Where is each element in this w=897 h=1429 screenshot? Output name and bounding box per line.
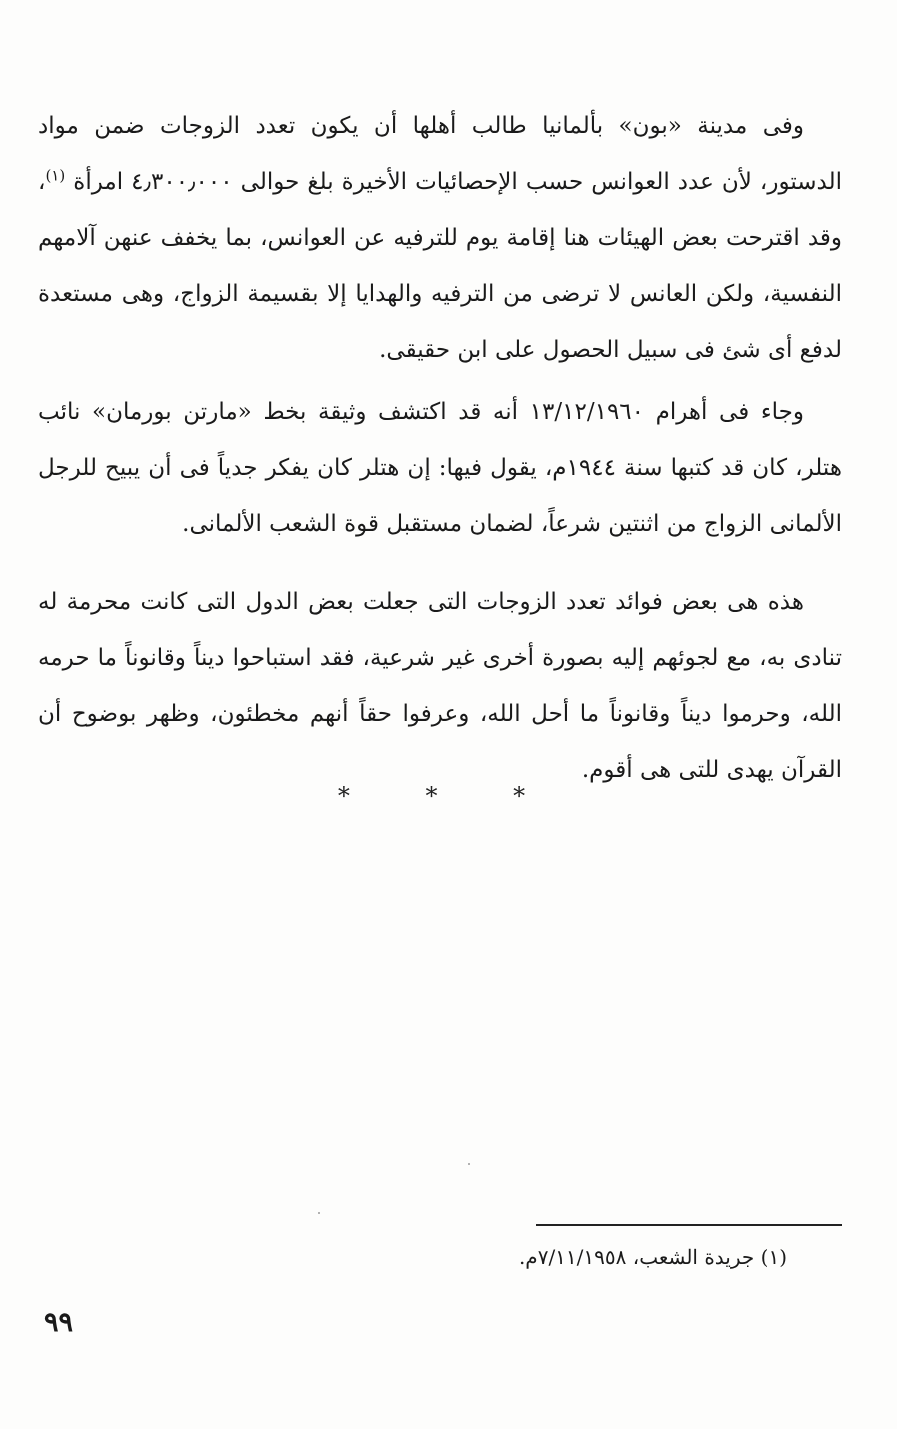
- paragraph-1-text-a: وفى مدينة «بون» بألمانيا طالب أهلها أن يكون تعدد الزوجات ضمن مواد الدستور، لأن عدد العوانس حسب الإحصائيات الأخيرة بلغ حوالى ٤٫٣٠٠٫٠٠٠ امرأة: [38, 113, 843, 195]
- paragraph-1-text-b: ، وقد اقترحت بعض الهيئات هنا إقامة يوم للترفيه عن العوانس، بما يخفف عنهن آلامهم النفسية، ولكن العانس لا ترضى من الترفيه والهدايا إلا بقسيمة الزواج، وهى مستعدة لدفع أى شئ فى سبيل الحصول على ابن حقيقى.: [38, 169, 842, 363]
- scan-speck: [468, 1163, 470, 1165]
- footnote-reference: (١): [45, 166, 66, 185]
- scan-speck: [318, 1212, 320, 1214]
- paragraph-2: وجاء فى أهرام ١٣/١٢/١٩٦٠ أنه قد اكتشف وثيقة بخط «مارتن بورمان» نائب هتلر، كان قد كتبها سنة ١٩٤٤م، يقول فيها: إن هتلر كان يفكر جدياً فى أن يبيح للرجل الألمانى الزواج من اثنتين شرعاً، لضمان مستقبل قوة الشعب الألمانى.: [38, 399, 842, 537]
- paragraph-1: [38, 98, 842, 378]
- body-text: [38, 98, 842, 798]
- section-divider-asterisks: * * *: [337, 782, 560, 810]
- footnote-separator-line: [536, 1224, 842, 1226]
- page-number: ٩٩: [44, 1307, 74, 1338]
- paragraph-3: هذه هى بعض فوائد تعدد الزوجات التى جعلت بعض الدول التى كانت محرمة له تنادى به، مع لجوئهم إليه بصورة أخرى غير شرعية، فقد استباحوا ديناً وقانوناً ما حرمه الله، وحرموا ديناً وقانوناً ما أحل الله، وعرفوا حقاً أنهم مخطئون، وظهر بوضوح أن القرآن يهدى للتى هى أقوم.: [38, 589, 842, 783]
- footnote: (١) جريدة الشعب، ٧/١١/١٩٥٨م.: [518, 1245, 787, 1269]
